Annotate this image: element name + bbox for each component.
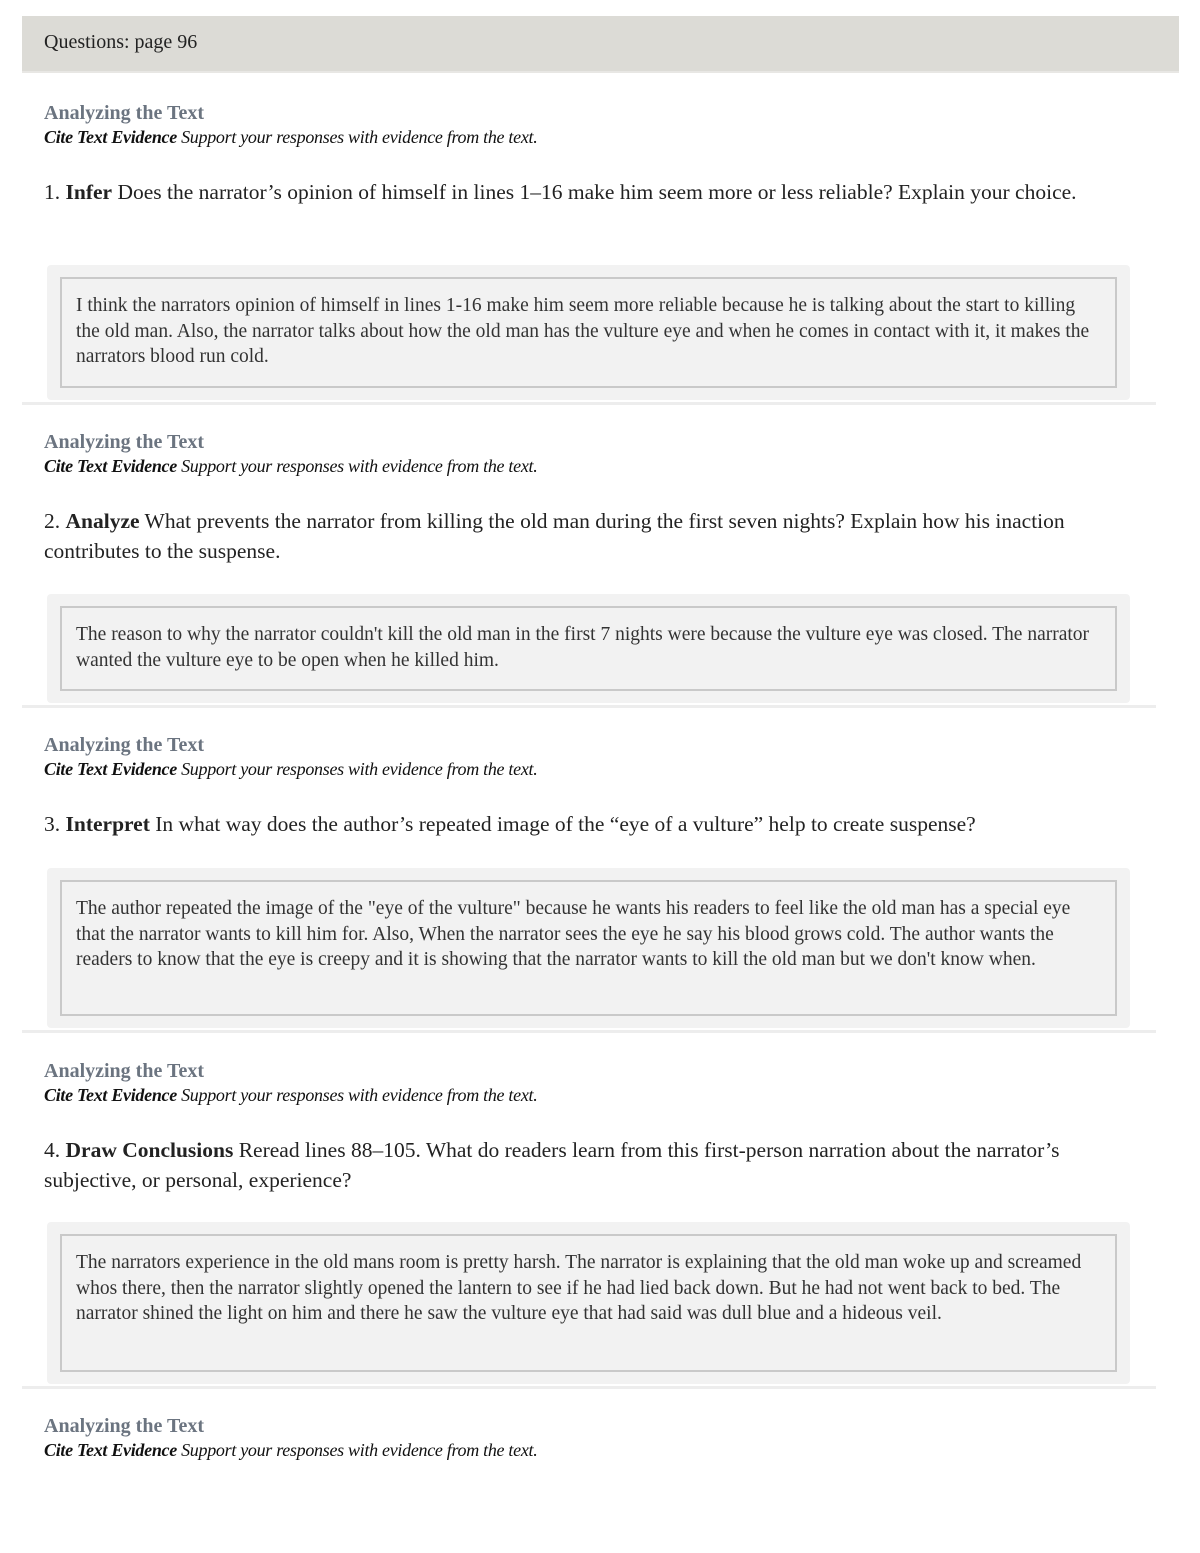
- section-title: Analyzing the Text: [44, 1060, 205, 1082]
- section-title: Analyzing the Text: [44, 431, 205, 453]
- section-divider: [22, 1386, 1156, 1389]
- question-section-3: [22, 734, 1156, 1028]
- section-title: Analyzing the Text: [44, 1415, 205, 1437]
- answer-text[interactable]: I think the narrators opinion of himself in lines 1-16 make him seem more reliable because he is talking about the start to killing the old man. Also, the narrator talks about how the old man has the vulture eye and when he comes in contact with it, it makes the narrators blood run cold.: [60, 277, 1117, 388]
- cite-instruction: [44, 1085, 537, 1106]
- cite-text: Support your responses with evidence from the text.: [181, 127, 538, 147]
- cite-instruction: [44, 456, 537, 477]
- question-section-4: [22, 1060, 1156, 1384]
- question-skill: Analyze: [65, 509, 140, 533]
- question-number: 1.: [44, 180, 61, 204]
- question-prompt: [44, 177, 1094, 207]
- section-divider: [22, 705, 1156, 708]
- answer-box: [47, 594, 1130, 703]
- cite-text: Support your responses with evidence from the text.: [181, 759, 538, 779]
- question-text: What prevents the narrator from killing the old man during the first seven nights? Explain how his inaction contributes to the suspense.: [44, 509, 1065, 563]
- section-title: Analyzing the Text: [44, 734, 205, 756]
- section-divider: [22, 1030, 1156, 1033]
- question-skill: Draw Conclusions: [65, 1138, 234, 1162]
- cite-text: Support your responses with evidence from the text.: [181, 456, 538, 476]
- section-title: Analyzing the Text: [44, 102, 205, 124]
- cite-instruction: [44, 1440, 537, 1461]
- question-number: 4.: [44, 1138, 61, 1162]
- question-skill: Interpret: [65, 812, 150, 836]
- cite-label: Cite Text Evidence: [44, 127, 177, 147]
- question-section-5: [22, 1415, 1156, 1475]
- page-header: [22, 16, 1179, 73]
- question-prompt: [44, 506, 1094, 566]
- question-text: In what way does the author’s repeated image of the “eye of a vulture” help to create suspense?: [155, 812, 976, 836]
- question-text: Does the narrator’s opinion of himself in lines 1–16 make him seem more or less reliable? Explain your choice.: [117, 180, 1077, 204]
- answer-text[interactable]: The author repeated the image of the "eye of the vulture" because he wants his readers to feel like the old man has a special eye that the narrator wants to kill him for. Also, When the narrator sees the eye he say his blood grows cold. The author wants the readers to know that the eye is creepy and it is showing that the narrator wants to kill the old man but we don't know when.: [60, 880, 1117, 1016]
- cite-instruction: [44, 127, 537, 148]
- answer-box: [47, 868, 1130, 1028]
- cite-text: Support your responses with evidence from the text.: [181, 1440, 538, 1460]
- page-title: Questions: page 96: [44, 31, 198, 53]
- cite-label: Cite Text Evidence: [44, 456, 177, 476]
- question-section-2: [22, 431, 1156, 703]
- answer-box: [47, 1222, 1130, 1384]
- cite-label: Cite Text Evidence: [44, 759, 177, 779]
- question-text: Reread lines 88–105. What do readers learn from this first-person narration about the narrator’s subjective, or personal, experience?: [44, 1138, 1060, 1192]
- cite-label: Cite Text Evidence: [44, 1085, 177, 1105]
- cite-text: Support your responses with evidence from the text.: [181, 1085, 538, 1105]
- question-prompt: [44, 1135, 1094, 1195]
- section-divider: [22, 402, 1156, 405]
- answer-text[interactable]: The narrators experience in the old mans room is pretty harsh. The narrator is explaining that the old man woke up and screamed whos there, then the narrator slightly opened the lantern to see if he had lied back down. But he had not went back to bed. The narrator shined the light on him and there he saw the vulture eye that had said was dull blue and a hideous veil.: [60, 1234, 1117, 1372]
- answer-text[interactable]: The reason to why the narrator couldn't kill the old man in the first 7 nights were because the vulture eye was closed. The narrator wanted the vulture eye to be open when he killed him.: [60, 606, 1117, 691]
- question-prompt: [44, 809, 1094, 839]
- cite-instruction: [44, 759, 537, 780]
- answer-box: [47, 265, 1130, 400]
- question-number: 3.: [44, 812, 61, 836]
- question-skill: Infer: [65, 180, 113, 204]
- question-number: 2.: [44, 509, 61, 533]
- cite-label: Cite Text Evidence: [44, 1440, 177, 1460]
- question-section-1: [22, 102, 1156, 400]
